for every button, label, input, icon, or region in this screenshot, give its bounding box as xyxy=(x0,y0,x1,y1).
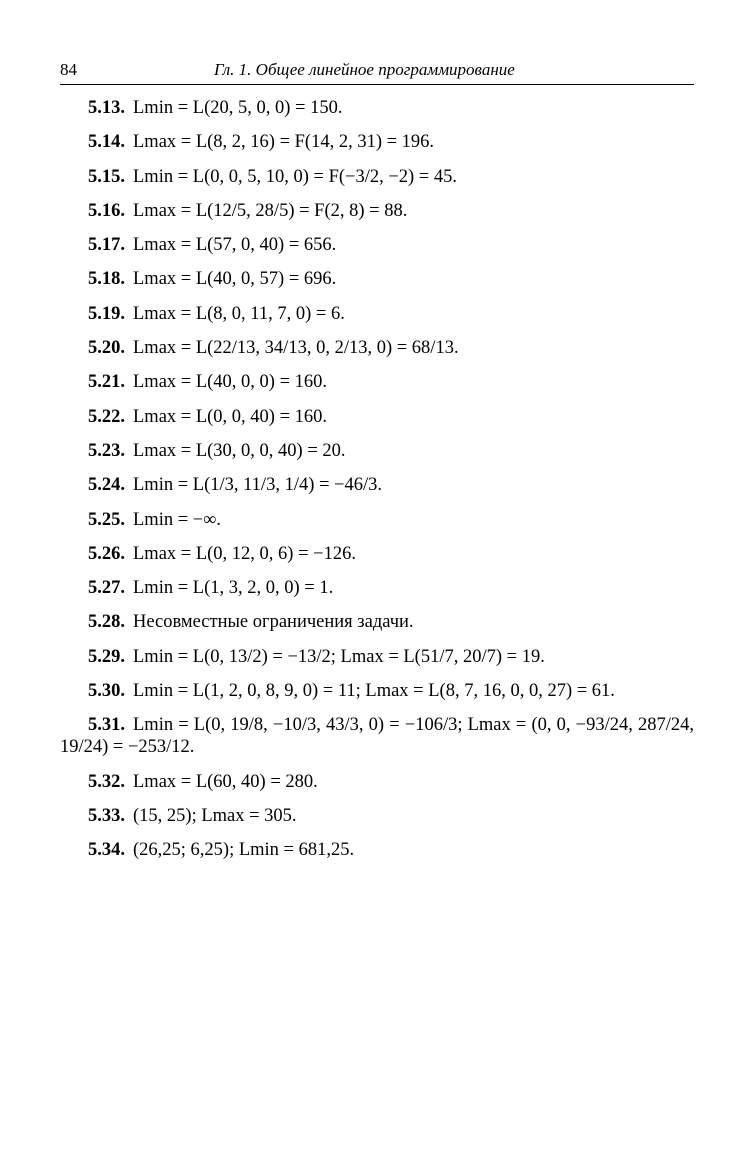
answer-text: Lmax = L(0, 0, 40) = 160. xyxy=(133,406,328,427)
answer-item xyxy=(60,337,694,359)
answer-text: Lmin = L(1/3, 11/3, 1/4) = −46/3. xyxy=(133,475,383,496)
answer-item xyxy=(60,234,694,256)
answer-text: Lmin = L(20, 5, 0, 0) = 150. xyxy=(133,98,343,118)
answer-item xyxy=(60,509,694,531)
answer-number: 5.14. xyxy=(88,132,125,153)
answer-item xyxy=(60,97,694,119)
answer-item xyxy=(60,577,694,599)
answer-number: 5.34. xyxy=(88,840,125,861)
answer-item xyxy=(60,839,694,861)
answer-number: 5.19. xyxy=(88,303,125,324)
answer-item xyxy=(60,543,694,565)
answer-item xyxy=(60,166,694,188)
answer-item xyxy=(60,440,694,462)
answer-number: 5.25. xyxy=(88,509,125,530)
answer-item xyxy=(60,771,694,793)
answer-number: 5.18. xyxy=(88,269,125,290)
answer-number: 5.30. xyxy=(88,681,125,702)
answer-number: 5.24. xyxy=(88,475,125,496)
answer-number: 5.27. xyxy=(88,578,125,599)
answer-item xyxy=(60,200,694,222)
answer-text: Lmax = L(22/13, 34/13, 0, 2/13, 0) = 68/13. xyxy=(133,338,459,359)
answers-list xyxy=(60,97,694,874)
answer-text: Lmax = L(40, 0, 57) = 696. xyxy=(133,269,337,290)
answer-text: Lmax = L(57, 0, 40) = 656. xyxy=(133,235,337,256)
answer-number: 5.21. xyxy=(88,372,125,393)
answer-item xyxy=(60,646,694,668)
answer-item xyxy=(60,474,694,496)
answer-item xyxy=(60,371,694,393)
answer-text: (15, 25); Lmax = 305. xyxy=(133,805,297,826)
answer-item xyxy=(60,714,694,758)
answer-text: Lmax = L(12/5, 28/5) = F(2, 8) = 88. xyxy=(133,200,408,221)
answer-item xyxy=(60,680,694,702)
answer-text: Lmin = −∞. xyxy=(133,509,222,530)
answer-number: 5.13. xyxy=(88,98,125,118)
answer-item xyxy=(60,303,694,325)
answer-text: (26,25; 6,25); Lmin = 681,25. xyxy=(133,840,355,861)
answer-item xyxy=(60,268,694,290)
answer-text: Lmin = L(0, 19/8, −10/3, 43/3, 0) = −106/3; Lmax = (0, 0, −93/24, 287/24, 19/24) = −253/12. xyxy=(60,715,694,758)
answer-text: Lmax = L(0, 12, 0, 6) = −126. xyxy=(133,543,356,564)
answer-number: 5.20. xyxy=(88,338,125,359)
answer-number: 5.29. xyxy=(88,646,125,667)
answer-number: 5.23. xyxy=(88,440,125,461)
answer-number: 5.22. xyxy=(88,406,125,427)
answer-number: 5.31. xyxy=(88,715,125,736)
running-title: Гл. 1. Общее линейное программирование xyxy=(214,60,515,79)
answer-text: Lmin = L(1, 2, 0, 8, 9, 0) = 11; Lmax = L(8, 7, 16, 0, 0, 27) = 61. xyxy=(133,681,615,702)
answer-text: Lmin = L(0, 0, 5, 10, 0) = F(−3/2, −2) = 45. xyxy=(133,166,457,187)
answer-number: 5.28. xyxy=(88,612,125,633)
answer-text: Lmax = L(60, 40) = 280. xyxy=(133,771,318,792)
answer-text: Несовместные ограничения задачи. xyxy=(133,612,414,633)
answer-text: Lmin = L(1, 3, 2, 0, 0) = 1. xyxy=(133,578,334,599)
answer-text: Lmin = L(0, 13/2) = −13/2; Lmax = L(51/7, 20/7) = 19. xyxy=(133,646,545,667)
answer-text: Lmax = L(40, 0, 0) = 160. xyxy=(133,372,328,393)
answer-number: 5.15. xyxy=(88,166,125,187)
answer-item xyxy=(60,805,694,827)
page-header xyxy=(60,60,694,85)
answer-text: Lmax = L(30, 0, 0, 40) = 20. xyxy=(133,440,346,461)
answer-item xyxy=(60,406,694,428)
answer-item xyxy=(60,611,694,633)
answer-number: 5.33. xyxy=(88,805,125,826)
answer-number: 5.16. xyxy=(88,200,125,221)
answer-number: 5.26. xyxy=(88,543,125,564)
answer-number: 5.17. xyxy=(88,235,125,256)
answer-text: Lmax = L(8, 2, 16) = F(14, 2, 31) = 196. xyxy=(133,132,435,153)
answer-item xyxy=(60,131,694,153)
answer-text: Lmax = L(8, 0, 11, 7, 0) = 6. xyxy=(133,303,345,324)
page-number: 84 xyxy=(60,60,77,79)
answer-number: 5.32. xyxy=(88,771,125,792)
